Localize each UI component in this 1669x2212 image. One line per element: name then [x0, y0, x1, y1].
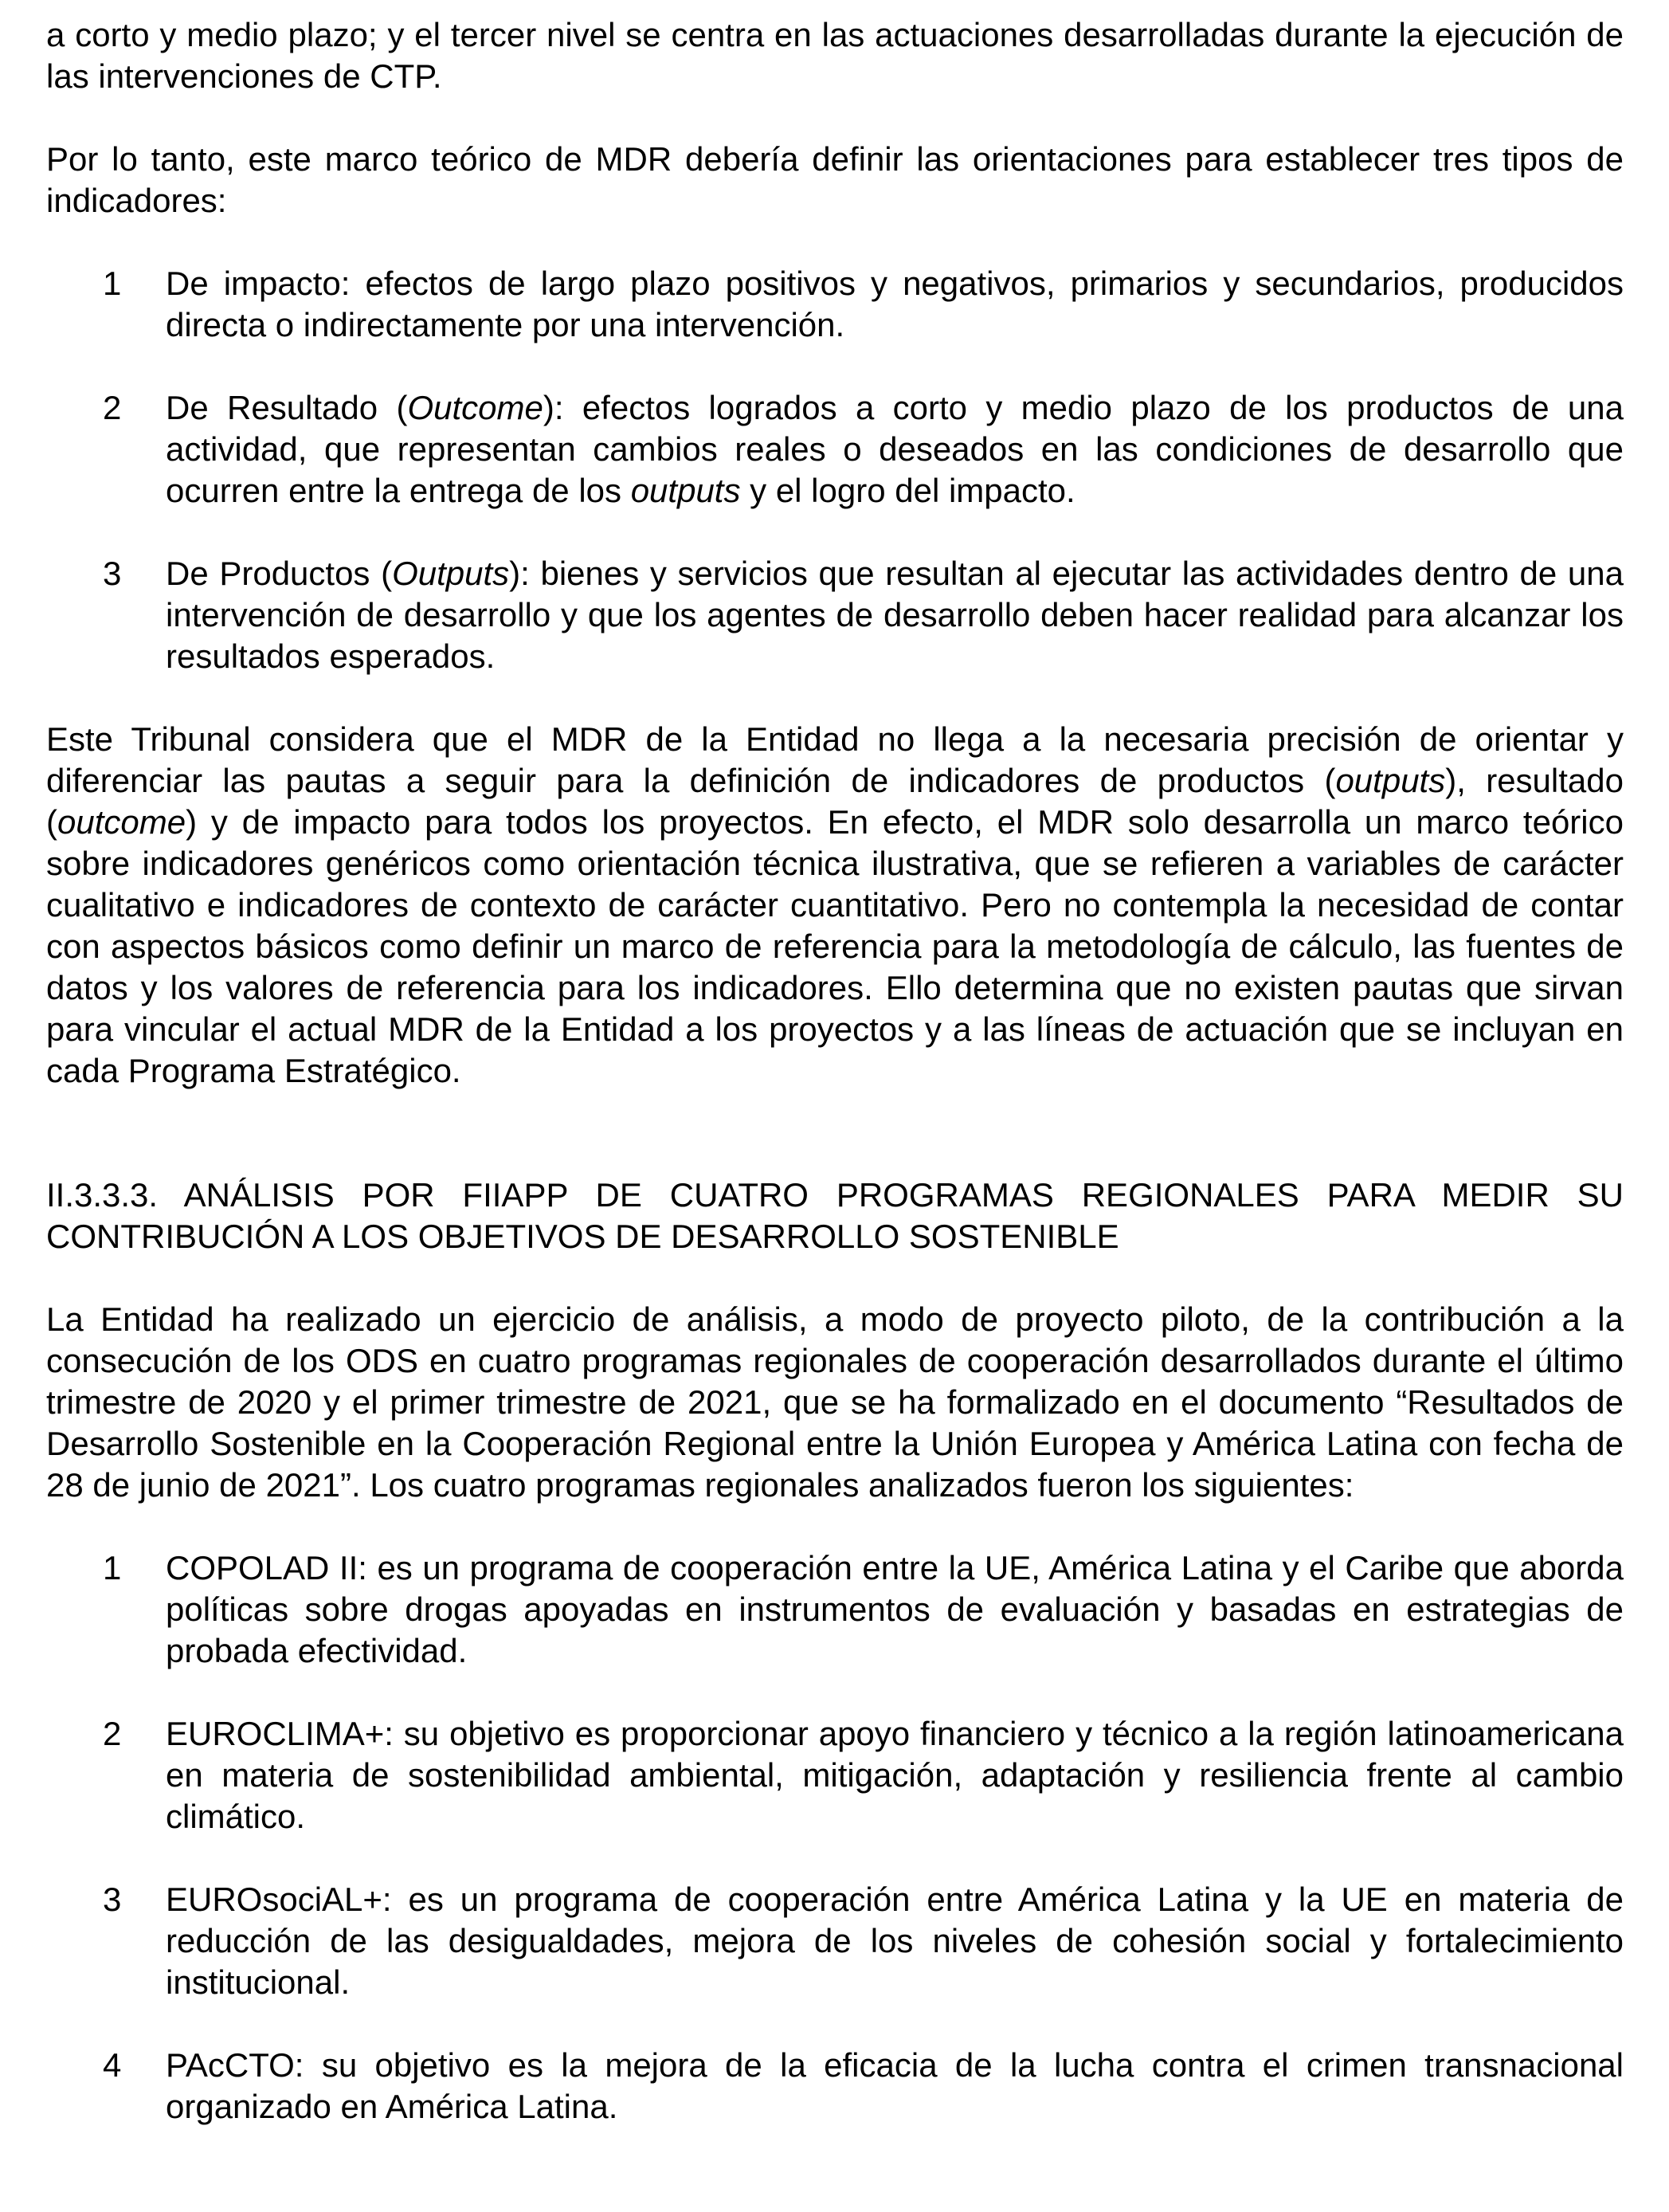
list-item-text: EUROsociAL+: es un programa de cooperación entre América Latina y la UE en materia de reducción de las desigualdades, mejora de los niveles de cohesión social y fortalecimiento institucional.: [166, 1881, 1624, 2001]
italic-term: outputs: [630, 472, 741, 509]
italic-term: Outputs: [392, 555, 510, 592]
intro-paragraph: a corto y medio plazo; y el tercer nivel se centra en las actuaciones desarrolladas durante la ejecución de las intervenciones de CTP.: [46, 16, 1624, 95]
list-item-number: 2: [103, 1715, 122, 1752]
list-item-text: [166, 553, 1624, 677]
list-item-text: PAcCTO: su objetivo es la mejora de la eficacia de la lucha contra el crimen transnacional organizado en América Latina.: [166, 2046, 1624, 2125]
list-item: [46, 553, 1624, 677]
programs-list: [46, 1547, 1624, 2128]
italic-term: Outcome: [407, 389, 543, 426]
italic-term: outputs: [1335, 762, 1446, 799]
text-run: Este Tribunal considera que el MDR de la Entidad no llega a la necesaria precisión de orientar y diferenciar las pautas a seguir para la definición de indicadores de productos (: [46, 720, 1624, 799]
text-run: ): efectos logrados a corto y medio plazo de los productos de una actividad, que representan cambios reales o deseados en las condiciones de desarrollo que ocurren entre la entrega de los: [166, 389, 1624, 509]
framework-paragraph: Por lo tanto, este marco teórico de MDR debería definir las orientaciones para establecer tres tipos de indicadores:: [46, 140, 1624, 219]
list-item: [46, 1879, 1624, 2003]
list-item-text: [166, 263, 1624, 346]
indicator-types-list: [46, 263, 1624, 677]
tribunal-paragraph: [46, 719, 1624, 1092]
text-run: De Productos (: [166, 555, 393, 592]
section-heading: II.3.3.3. ANÁLISIS POR FIIAPP DE CUATRO PROGRAMAS REGIONALES PARA MEDIR SU CONTRIBUCIÓN A LOS OBJETIVOS DE DESARROLLO SOSTENIBLE: [46, 1176, 1624, 1255]
list-item: [46, 1713, 1624, 1837]
text-run: De Resultado (: [166, 389, 408, 426]
list-item-text: [166, 387, 1624, 512]
analysis-paragraph: La Entidad ha realizado un ejercicio de análisis, a modo de proyecto piloto, de la contribución a la consecución de los ODS en cuatro programas regionales de cooperación desarrollados durante el último trimestre de 2020 y el primer trimestre de 2021, que se ha formalizado en el documento “Resultados de Desarrollo Sostenible en la Cooperación Regional entre la Unión Europea y América Latina con fecha de 28 de junio de 2021”. Los cuatro programas regionales analizados fueron los siguientes:: [46, 1300, 1624, 1504]
list-item-number: 1: [103, 1549, 122, 1586]
list-item-number: 3: [103, 1881, 122, 1918]
list-item-number: 3: [103, 555, 122, 592]
text-run: De impacto: efectos de largo plazo positivos y negativos, primarios y secundarios, producidos directa o indirectamente por una intervención.: [166, 265, 1624, 343]
text-run: y el logro del impacto.: [740, 472, 1075, 509]
list-item: [46, 2045, 1624, 2128]
list-item-number: 1: [103, 265, 122, 302]
italic-term: outcome: [57, 803, 186, 841]
text-run: ) y de impacto para todos los proyectos. En efecto, el MDR solo desarrolla un marco teórico sobre indicadores genéricos como orientación técnica ilustrativa, que se refieren a variables de carácter cualitativo e indicadores de contexto de carácter cuantitativo. Pero no contempla la necesidad de contar con aspectos básicos como definir un marco de referencia para la metodología de cálculo, las fuentes de datos y los valores de referencia para los indicadores. Ello determina que no existen pautas que sirvan para vincular el actual MDR de la Entidad a los proyectos y a las líneas de actuación que se incluyan en cada Programa Estratégico.: [46, 803, 1624, 1089]
list-item: [46, 263, 1624, 346]
list-item-text: EUROCLIMA+: su objetivo es proporcionar apoyo financiero y técnico a la región latinoamericana en materia de sostenibilidad ambiental, mitigación, adaptación y resiliencia frente al cambio climático.: [166, 1715, 1624, 1835]
list-item: [46, 1547, 1624, 1672]
text-run: ): bienes y servicios que resultan al ejecutar las actividades dentro de una intervención de desarrollo y que los agentes de desarrollo deben hacer realidad para alcanzar los resultados esperados.: [166, 555, 1624, 675]
document-page: [46, 14, 1624, 2169]
list-item-text: COPOLAD II: es un programa de cooperación entre la UE, América Latina y el Caribe que aborda políticas sobre drogas apoyadas en instrumentos de evaluación y basadas en estrategias de probada efectividad.: [166, 1549, 1624, 1669]
list-item-number: 4: [103, 2046, 122, 2084]
list-item-number: 2: [103, 389, 122, 426]
text-run: ), resultado (: [46, 762, 1624, 841]
list-item: [46, 387, 1624, 512]
